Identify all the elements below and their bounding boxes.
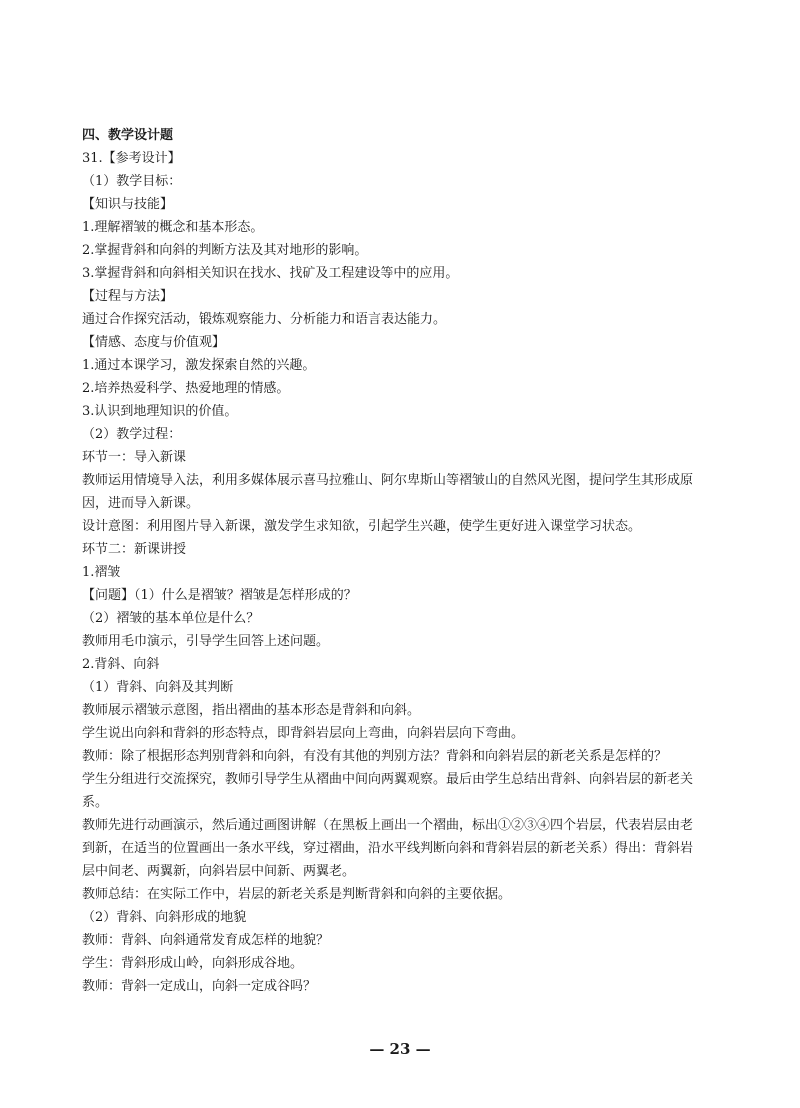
paragraph: 学生说出向斜和背斜的形态特点，即背斜岩层向上弯曲，向斜岩层向下弯曲。 bbox=[82, 726, 525, 741]
step2-title: 环节二：新课讲授 bbox=[82, 542, 187, 557]
step1-intent: 设计意图：利用图片导入新课，激发学生求知欲，引起学生兴趣，使学生更好进入课堂学习状态。 bbox=[82, 519, 642, 534]
knowledge-item: 2.掌握背斜和向斜的判断方法及其对地形的影响。 bbox=[82, 243, 368, 258]
step1-title: 环节一：导入新课 bbox=[82, 450, 187, 465]
paragraph: 教师：背斜一定成山，向斜一定成谷吗？ bbox=[82, 979, 317, 994]
emotion-item: 2.培养热爱科学、热爱地理的情感。 bbox=[82, 381, 290, 396]
paragraph: 教师：背斜、向斜通常发育成怎样的地貌？ bbox=[82, 933, 330, 948]
emotion-title: 【情感、态度与价值观】 bbox=[82, 335, 226, 350]
section-heading: 四、教学设计题 bbox=[82, 128, 174, 143]
teaching-process-label: （2）教学过程： bbox=[82, 427, 182, 442]
knowledge-title: 【知识与技能】 bbox=[82, 197, 174, 212]
question-label: 31.【参考设计】 bbox=[82, 151, 181, 166]
subsection-1: （1）背斜、向斜及其判断 bbox=[82, 680, 234, 695]
demo-text: 教师用毛巾演示，引导学生回答上述问题。 bbox=[82, 634, 330, 649]
subsection-2: （2）背斜、向斜形成的地貌 bbox=[82, 910, 247, 925]
document-body bbox=[82, 124, 702, 998]
paragraph: 教师展示褶皱示意图，指出褶曲的基本形态是背斜和向斜。 bbox=[82, 703, 421, 718]
paragraph: 教师先进行动画演示，然后通过画图讲解（在黑板上画出一个褶曲，标出①②③④四个岩层，代表岩层由老到新，在适当的位置画出一条水平线，穿过褶曲，沿水平线判断向斜和背斜岩层的新老关系）得出：背斜岩层中间老、两翼新，向斜岩层中间新、两翼老。 bbox=[82, 818, 694, 879]
page-number: — 23 — bbox=[369, 1040, 431, 1058]
knowledge-item: 1.理解褶皱的概念和基本形态。 bbox=[82, 220, 264, 235]
question-1: 【问题】（1）什么是褶皱？褶皱是怎样形成的？ bbox=[82, 588, 357, 603]
anticline-heading: 2.背斜、向斜 bbox=[82, 657, 160, 672]
emotion-item: 1.通过本课学习，激发探索自然的兴趣。 bbox=[82, 358, 316, 373]
paragraph: 学生：背斜形成山岭，向斜形成谷地。 bbox=[82, 956, 304, 971]
paragraph: 学生分组进行交流探究，教师引导学生从褶曲中间向两翼观察。最后由学生总结出背斜、向斜岩层的新老关系。 bbox=[82, 772, 694, 810]
process-text: 通过合作探究活动，锻炼观察能力、分析能力和语言表达能力。 bbox=[82, 312, 447, 327]
emotion-item: 3.认识到地理知识的价值。 bbox=[82, 404, 238, 419]
knowledge-item: 3.掌握背斜和向斜相关知识在找水、找矿及工程建设等中的应用。 bbox=[82, 266, 459, 281]
fold-heading: 1.褶皱 bbox=[82, 565, 121, 580]
question-2: （2）褶皱的基本单位是什么？ bbox=[82, 611, 260, 626]
teaching-goals-label: （1）教学目标： bbox=[82, 174, 182, 189]
process-title: 【过程与方法】 bbox=[82, 289, 174, 304]
paragraph: 教师总结：在实际工作中，岩层的新老关系是判断背斜和向斜的主要依据。 bbox=[82, 887, 512, 902]
step1-teacher: 教师运用情境导入法，利用多媒体展示喜马拉雅山、阿尔卑斯山等褶皱山的自然风光图，提问学生其形成原因，进而导入新课。 bbox=[82, 473, 694, 511]
paragraph: 教师：除了根据形态判别背斜和向斜，有没有其他的判别方法？背斜和向斜岩层的新老关系是怎样的？ bbox=[82, 749, 668, 764]
